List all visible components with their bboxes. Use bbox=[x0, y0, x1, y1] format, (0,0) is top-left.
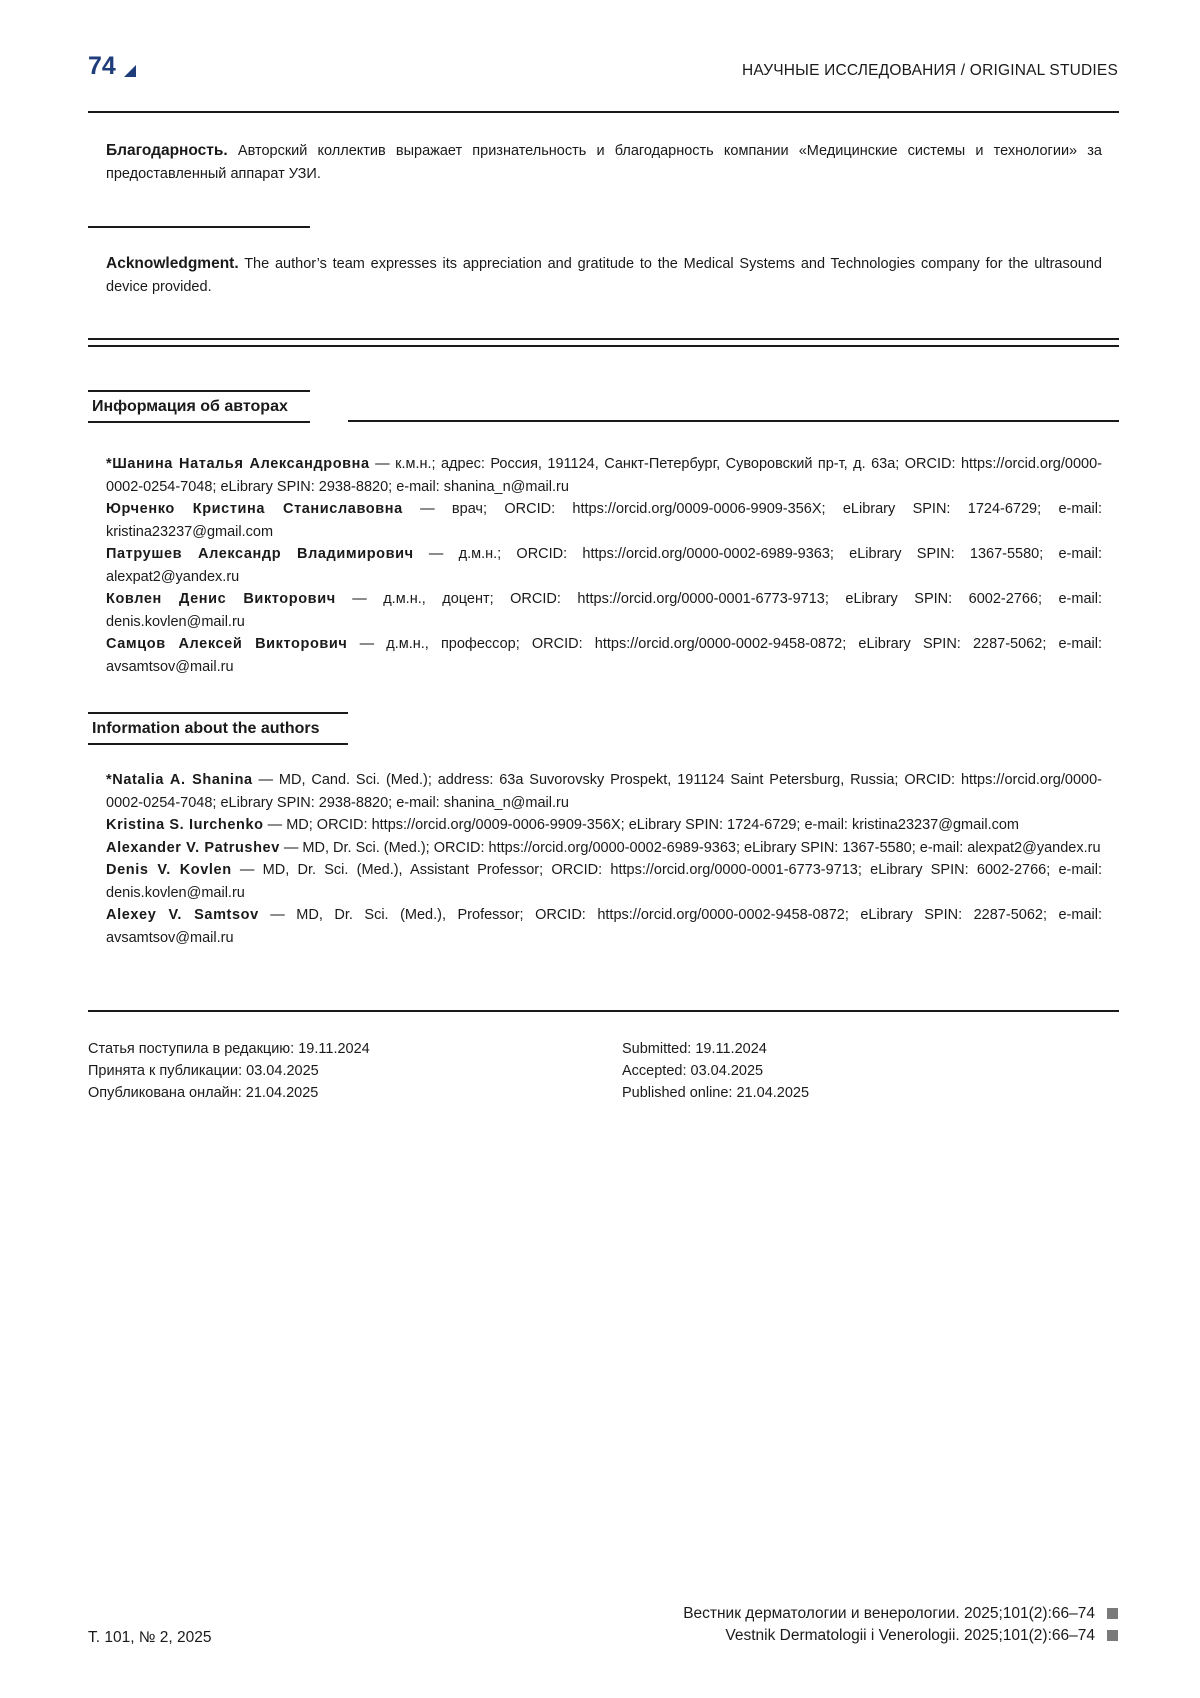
footer-journal-en bbox=[725, 1627, 1118, 1645]
dates-ru bbox=[88, 1038, 370, 1104]
dates-rule bbox=[88, 1010, 1119, 1012]
authors-ru-list bbox=[106, 453, 1102, 678]
acknowledgment-en bbox=[106, 252, 1102, 299]
author-details: — MD, Dr. Sci. (Med.), Professor; ORCID: https://orcid.org/0000-0002-9458-0872; eLibrary SPIN: 2287-5062; e-mail: avsamtsov@mail.ru bbox=[106, 907, 1102, 946]
short-rule bbox=[88, 226, 310, 228]
acknowledgment-en-text: The author’s team expresses its appreciation and gratitude to the Medical Systems and Technologies company for the ultrasound device provided. bbox=[106, 256, 1102, 295]
author-details: — к.м.н.; адрес: Россия, 191124, Санкт-Петербург, Суворовский пр-т, д. 63а; ORCID: https://orcid.org/0000-0002-0254-7048; eLibrary SPIN: 2938-8820; e-mail: shanina_n@mail.ru bbox=[106, 456, 1102, 495]
header-rule bbox=[88, 111, 1119, 113]
authors-en-heading-rule-bottom bbox=[88, 743, 348, 745]
authors-en-heading: Information about the authors bbox=[92, 720, 320, 737]
acknowledgment-ru bbox=[106, 139, 1102, 186]
footer-journal-ru-text: Вестник дерматологии и венерологии. 2025;101(2):66–74 bbox=[683, 1605, 1095, 1622]
author-entry-en-5 bbox=[106, 904, 1102, 949]
author-name: Самцов Алексей Викторович bbox=[106, 636, 348, 652]
author-entry-ru-1 bbox=[106, 453, 1102, 498]
footer-journal-ru bbox=[683, 1605, 1118, 1623]
author-entry-en-3 bbox=[106, 837, 1102, 860]
author-details: — д.м.н.; ORCID: https://orcid.org/0000-0002-6989-9363; eLibrary SPIN: 1367-5580; e-mail: alexpat2@yandex.ru bbox=[106, 546, 1103, 585]
date-accepted-ru: Принята к публикации: 03.04.2025 bbox=[88, 1063, 319, 1079]
author-name: *Natalia A. Shanina bbox=[106, 772, 253, 788]
date-published-ru: Опубликована онлайн: 21.04.2025 bbox=[88, 1085, 319, 1101]
author-name: Alexey V. Samtsov bbox=[106, 907, 259, 923]
footer-volume: Т. 101, № 2, 2025 bbox=[88, 1629, 212, 1646]
author-entry-ru-5 bbox=[106, 633, 1102, 678]
authors-ru-heading-rule-top bbox=[88, 390, 310, 392]
author-details: — MD, Dr. Sci. (Med.); ORCID: https://orcid.org/0000-0002-6989-9363; eLibrary SPIN: 1367-5580; e-mail: alexpat2@yandex.ru bbox=[279, 839, 1101, 856]
author-name: *Шанина Наталья Александровна bbox=[106, 456, 370, 472]
author-entry-ru-4 bbox=[106, 588, 1102, 633]
author-details: — д.м.н., профессор; ORCID: https://orcid.org/0000-0002-9458-0872; eLibrary SPIN: 2287-5062; e-mail: avsamtsov@mail.ru bbox=[106, 636, 1102, 675]
date-submitted-en: Submitted: 19.11.2024 bbox=[622, 1041, 767, 1057]
author-entry-en-2 bbox=[106, 814, 1102, 837]
author-entry-ru-3 bbox=[106, 543, 1102, 588]
author-name: Юрченко Кристина Станиславовна bbox=[106, 501, 403, 517]
author-name: Kristina S. Iurchenko bbox=[106, 817, 264, 833]
date-accepted-en: Accepted: 03.04.2025 bbox=[622, 1063, 764, 1079]
square-bullet-icon bbox=[1107, 1608, 1118, 1619]
square-bullet-icon bbox=[1107, 1630, 1118, 1641]
authors-ru-heading-rule-bottom bbox=[88, 421, 310, 423]
page-number: 74 bbox=[88, 52, 116, 80]
author-name: Alexander V. Patrushev bbox=[106, 839, 280, 856]
author-entry-ru-2 bbox=[106, 498, 1102, 543]
author-entry-en-4 bbox=[106, 859, 1102, 904]
authors-en-list bbox=[106, 769, 1102, 949]
authors-ru-extension-rule bbox=[348, 420, 1119, 422]
author-name: Ковлен Денис Викторович bbox=[106, 591, 336, 607]
author-name: Denis V. Kovlen bbox=[106, 862, 232, 878]
authors-ru-heading: Информация об авторах bbox=[92, 398, 288, 415]
author-entry-en-1 bbox=[106, 769, 1102, 814]
dates-en bbox=[622, 1038, 809, 1104]
author-details: — врач; ORCID: https://orcid.org/0009-0006-9909-356X; eLibrary SPIN: 1724-6729; e-mail: kristina23237@gmail.com bbox=[106, 501, 1102, 540]
acknowledgment-ru-title: Благодарность. bbox=[106, 142, 228, 159]
date-submitted-ru: Статья поступила в редакцию: 19.11.2024 bbox=[88, 1041, 370, 1057]
author-details: — MD, Cand. Sci. (Med.); address: 63a Suvorovsky Prospekt, 191124 Saint Petersburg, Russia; ORCID: https://orcid.org/0000-0002-0254-7048; eLibrary SPIN: 2938-8820; e-mail: shanina_n@mail.ru bbox=[106, 772, 1102, 811]
author-details: — MD, Dr. Sci. (Med.), Assistant Professor; ORCID: https://orcid.org/0000-0001-6773-9713; eLibrary SPIN: 6002-2766; e-mail: denis.kovlen@mail.ru bbox=[106, 862, 1102, 901]
double-rule-top bbox=[88, 338, 1119, 340]
double-rule-bottom bbox=[88, 345, 1119, 347]
page-corner-mark bbox=[124, 65, 136, 77]
authors-en-heading-rule-top bbox=[88, 712, 348, 714]
acknowledgment-en-title: Acknowledgment. bbox=[106, 255, 239, 272]
footer-journal-en-text: Vestnik Dermatologii i Venerologii. 2025;101(2):66–74 bbox=[725, 1627, 1095, 1644]
acknowledgment-ru-text: Авторский коллектив выражает признательность и благодарность компании «Медицинские системы и технологии» за предоставленный аппарат УЗИ. bbox=[106, 143, 1102, 182]
author-details: — MD; ORCID: https://orcid.org/0009-0006-9909-356X; eLibrary SPIN: 1724-6729; e-mail: kristina23237@gmail.com bbox=[263, 817, 1020, 833]
author-details: — д.м.н., доцент; ORCID: https://orcid.org/0000-0001-6773-9713; eLibrary SPIN: 6002-2766; e-mail: denis.kovlen@mail.ru bbox=[106, 591, 1102, 630]
author-name: Патрушев Александр Владимирович bbox=[106, 546, 414, 562]
date-published-en: Published online: 21.04.2025 bbox=[622, 1085, 810, 1101]
section-label: НАУЧНЫЕ ИССЛЕДОВАНИЯ / ORIGINAL STUDIES bbox=[741, 62, 1118, 79]
